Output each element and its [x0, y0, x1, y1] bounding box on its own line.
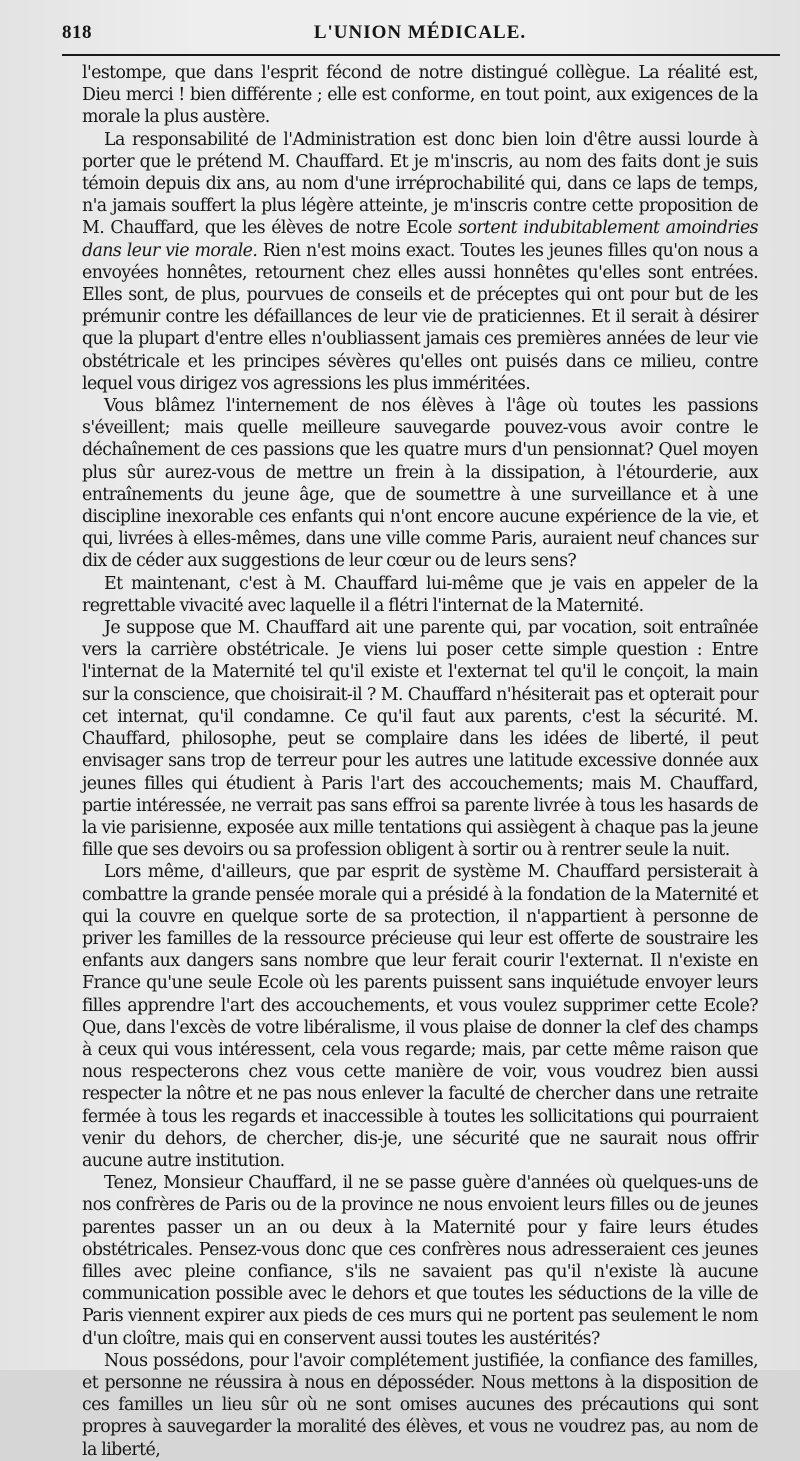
paragraph: Lors même, d'ailleurs, que par esprit de système M. Chauffard persisterait à combattre la grande pensée morale qui a présidé à la fondation de la Maternité et qui la couvre en quelque sorte de sa protection, il n'appartient à personne de priver les familles de la ressource précieuse qui leur est offerte de soustraire les enfants aux dangers sans nombre que leur ferait courir l'externat. Il n'existe en France qu'une seule Ecole où les parents puissent sans inquiétude envoyer leurs filles apprendre l'art des accouchements, et vous voulez supprimer cette Ecole? Que, dans l'excès de votre libéralisme, il vous plaise de donner la clef des champs à ceux qui vous intéressent, cela vous regarde; mais, par cette même raison que nous respecterons chez vous cette manière de voir, vous voudrez bien aussi respecter la nôtre et ne pas nous enlever la faculté de chercher dans une retraite fermée à tous les regards et inaccessible à toutes les sollicitations qui pourraient venir du dehors, de chercher, dis-je, une sécurité que ne saurait nous offrir aucune autre institution. — [82, 862, 758, 1171]
page-header — [62, 18, 778, 52]
paragraph-text: Rien n'est moins exact. Toutes les jeunes filles qu'on nous a envoyées honnêtes, retournent chez elles aussi honnêtes qu'elles sont entrées. Elles sont, de plus, pourvues de conseils et de préceptes qui ont pour but de les prémunir contre les défaillances de leur vie de praticiennes. Et il serait à désirer que la plupart d'entre elles n'oubliassent jamais ces premières années de leur vie obstétricale et les principes sévères qu'elles ont puisés dans ce milieu, contre lequel vous dirigez vos agressions les plus imméritées. — [82, 240, 758, 394]
italic-emphasis: sortent indubitablement amoindries dans leur vie morale. — [82, 218, 758, 261]
paragraph: Et maintenant, c'est à M. Chauffard lui-même que je vais en appeler de la regrettable vivacité avec laquelle il a flétri l'internat de la Maternité. — [82, 573, 758, 616]
paragraph: l'estompe, que dans l'esprit fécond de notre distingué collègue. La réalité est, Dieu merci ! bien différente ; elle est conforme, en tout point, aux exigences de la morale la plus austère. — [82, 63, 758, 128]
paragraph: Vous blâmez l'internement de nos élèves à l'âge où toutes les passions s'éveillent; mais quelle meilleure sauvegarde pouvez-vous avoir contre le déchaînement de ces passions que les quatre murs d'un pensionnat? Quel moyen plus sûr aurez-vous de mettre un frein à la dissipation, à l'étourderie, aux entraînements du jeune âge, que de soumettre à une surveillance et à une discipline inexorable ces enfants qui n'ont encore aucune expérience de la vie, et qui, livrées à elles-mêmes, dans une ville comme Paris, auraient neuf chances sur dix de céder aux suggestions de leur cœur ou de leurs sens? — [82, 396, 758, 572]
article-body — [82, 62, 758, 1461]
page-number: 818 — [62, 22, 92, 43]
paragraph: Je suppose que M. Chauffard ait une parente qui, par vocation, soit entraînée vers la carrière obstétricale. Je viens lui poser cette simple question : Entre l'internat de la Maternité tel qu'il existe et l'externat tel qu'il le conçoit, la main sur la conscience, que choisirait-il ? M. Chauffard n'hésiterait pas et opterait pour cet internat, qu'il condamne. Ce qu'il faut aux parents, c'est la sécurité. M. Chauffard, philosophe, peut se complaire dans les idées de liberté, il peut envisager sans trop de terreur pour les autres une latitude excessive donnée aux jeunes filles qui étudient à Paris l'art des accouchements; mais M. Chauffard, partie intéressée, ne verrait pas sans effroi sa parente livrée à tous les hasards de la vie parisienne, exposée aux mille tentations qui assiègent à chaque pas la jeune fille que ses devoirs ou sa profession obligent à sortir ou à rentrer seule la nuit. — [82, 618, 758, 861]
running-title: L'UNION MÉDICALE. — [313, 22, 527, 43]
paragraph-text: La responsabilité de l'Administration est donc bien loin d'être aussi lourde à porter que le prétend M. Chauffard. Et je m'inscris, au nom des faits dont je suis témoin depuis dix ans, au nom d'une irréprochabilité qui, dans ce laps de temps, n'a jamais souffert la plus légère atteinte, je m'inscris contre cette proposition de M. Chauffard, que les élèves de notre Ecole — [82, 129, 758, 239]
header-rule — [62, 54, 780, 56]
paragraph: Tenez, Monsieur Chauffard, il ne se passe guère d'années où quelques-uns de nos confrères de Paris ou de la province ne nous envoient leurs filles ou de jeunes parentes passer un an ou deux à la Maternité pour y faire leurs études obstétricales. Pensez-vous donc que ces confrères nous adresseraient ces jeunes filles avec pleine confiance, s'ils ne savaient pas qu'il n'existe là aucune communication possible avec le dehors et que toutes les séductions de la ville de Paris viennent expirer aux pieds de ces murs qui ne portent pas seulement le nom d'un cloître, mais qui en conservent aussi toutes les austérités? — [82, 1173, 758, 1349]
paragraph: Nous possédons, pour l'avoir complétement justifiée, la confiance des familles, et personne ne réussira à nous en déposséder. Nous mettons à la disposition de ces familles un lieu sûr où ne sont omises aucunes des précautions qui sont propres à sauvegarder la moralité des élèves, et vous ne voudrez pas, au nom de la liberté, — [82, 1350, 758, 1460]
paragraph — [82, 129, 758, 395]
